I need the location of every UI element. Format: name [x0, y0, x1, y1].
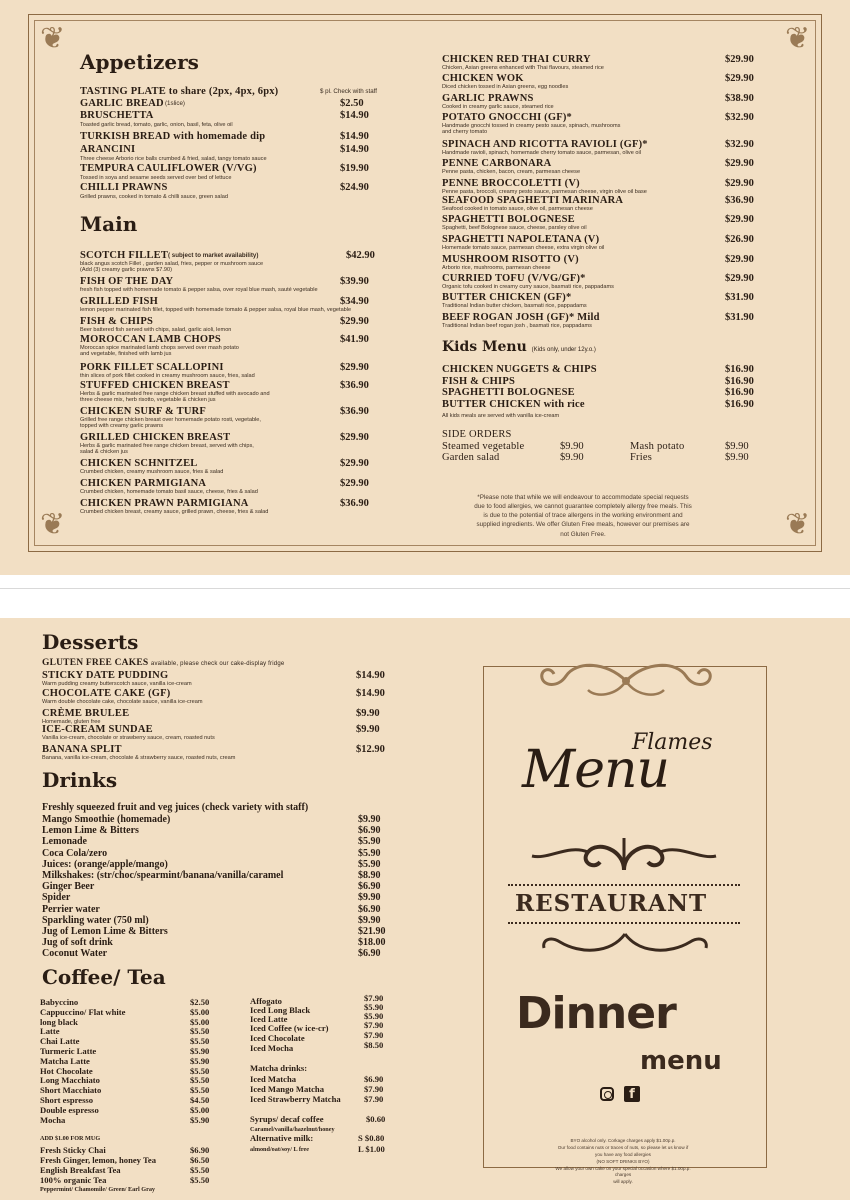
allergy-notice-line: *Please note that while we will endeavour to accommodate special requests [477, 494, 689, 501]
main-dish-price: $41.90 [340, 334, 369, 345]
matcha-name: Iced Mango Matcha [250, 1084, 324, 1094]
drink-price: $5.90 [358, 858, 381, 870]
tea-name: English Breakfast Tea [40, 1165, 121, 1175]
appetizer-description: Three cheese Arborio rice balls crumbed & fried, salad, tangy tomato sauce [80, 156, 267, 162]
coffee-name: Turmeric Latte [40, 1046, 97, 1056]
dish-name: CURRIED TOFU (V/VG/GF)* [442, 273, 586, 284]
drink-price: $6.90 [358, 948, 381, 960]
kids-menu-title: Kids Menu [442, 339, 527, 355]
main-dish-description: fresh fish topped with homemade tomato & pepper salsa, over royal blue mash, sauté vegetable [80, 287, 318, 293]
main-dish-price: $34.90 [340, 296, 369, 307]
dish-price: $29.90 [725, 178, 754, 189]
coffee-price: $5.50 [190, 1036, 210, 1047]
iced-drink-name: Iced Latte [250, 1014, 288, 1024]
drink-name: Perrier water [42, 903, 100, 915]
main-dish-description: Herbs & garlic marinated free range chicken breast stuffed with avocado and [80, 391, 270, 397]
drink-name: Ginger Beer [42, 881, 95, 893]
main-dish-description: topped with creamy garlic prawns [80, 423, 164, 429]
ornament-corner-icon: ❦ [785, 508, 811, 541]
allergy-notice-line: not Gluten Free. [560, 530, 606, 538]
drink-price: $18.00 [358, 937, 386, 949]
iced-drink-name: Iced Long Black [250, 1005, 311, 1015]
matcha-name: Iced Strawberry Matcha [250, 1094, 341, 1104]
coffee-name: Short Macchiato [40, 1085, 102, 1096]
appetizer-description: Tossed in soya and sesame seeds served over bed of lettuce [80, 175, 232, 181]
main-dish-name: GRILLED FISH [80, 296, 158, 307]
brand-flames: Flames [632, 730, 713, 755]
menu-page-food [0, 0, 850, 575]
coffee-name: Babyccino [40, 997, 79, 1007]
main-dish-name: PORK FILLET SCALLOPINI [80, 362, 224, 373]
lower-scroll-ornament-icon [540, 930, 710, 958]
fine-print-line: will apply. [613, 1179, 633, 1185]
coffee-name: Mocha [40, 1114, 66, 1125]
dessert-name: STICKY DATE PUDDING [42, 670, 169, 681]
tea-name: Fresh Ginger, lemon, honey Tea [40, 1155, 157, 1165]
dish-description: Traditional Indian beef rogan josh , basmati rice, pappadams [442, 323, 592, 329]
coffee-tea-heading: Coffee/ Tea [42, 965, 166, 989]
dish-name: SPAGHETTI BOLOGNESE [442, 214, 575, 225]
tea-price: $5.50 [190, 1165, 210, 1175]
dessert-price: $9.90 [356, 708, 380, 719]
appetizer-price: $2.50 [340, 98, 364, 109]
dish-name: CHICKEN WOK [442, 73, 524, 84]
drink-name: Spider [42, 892, 71, 904]
dotted-rule [508, 884, 740, 886]
side-item-name: Garden salad [442, 452, 500, 463]
appetizer-name: CHILLI PRAWNS [80, 182, 168, 193]
fine-print-line: Our food contains nuts or traces of nuts, so please let us know if [557, 1144, 689, 1150]
tea-price: $6.50 [190, 1155, 210, 1165]
kids-item-price: $16.90 [725, 364, 754, 375]
appetizer-price: $14.90 [340, 144, 369, 155]
allergy-notice-line: supplied ingredients. We offer Gluten Free meals, however our premises are [476, 521, 690, 529]
cover-fine-print [548, 1138, 698, 1186]
coffee-name: Short espresso [40, 1095, 94, 1105]
coffee-name: Chai Latte [40, 1036, 80, 1047]
drink-price: $9.90 [358, 814, 381, 825]
iced-drink-price: $5.90 [364, 1011, 384, 1021]
dinner-stamp: Dinner [516, 988, 676, 1039]
main-dish-price: $29.90 [340, 362, 369, 373]
dish-name: MUSHROOM RISOTTO (V) [442, 254, 579, 265]
desserts-heading: Desserts [42, 630, 139, 654]
dish-description: Organic tofu cooked in creamy curry sauce, basmati rice, pappadams [442, 284, 614, 290]
dessert-description: Vanilla ice-cream, chocolate or strawberry sauce, cream, roasted nuts [42, 735, 215, 741]
drink-name: Milkshakes: (str/choc/spearmint/banana/vanilla/caramel [42, 870, 284, 881]
coffee-name: Latte [40, 1026, 60, 1037]
dish-price: $29.90 [725, 214, 754, 225]
dish-price: $31.90 [725, 292, 754, 303]
main-dish-description: Grilled free range chicken breast over homemade potato rosti, vegetable, [80, 417, 261, 423]
gluten-free-cakes [42, 658, 284, 668]
side-item-price: $9.90 [560, 452, 584, 463]
tea-name: 100% organic Tea [40, 1175, 107, 1185]
iced-drink-name: Iced Mocha [250, 1043, 294, 1053]
dessert-description: Homemade, gluten free [42, 719, 101, 725]
syrups-price: $0.60 [366, 1114, 386, 1124]
coffee-price: $5.50 [190, 1075, 210, 1086]
coffee-price: $5.90 [190, 1114, 210, 1125]
main-dish-description: Herbs & garlic marinated free range chicken breast, served with chips, [80, 443, 254, 449]
main-dish-description: Moroccan spice marinated lamb chops served over mash potato [80, 345, 239, 351]
allergy-notice-line: due to food allergies, we cannot guarantee completely allergy free meals. This [474, 503, 692, 511]
main-dish-name: MOROCCAN LAMB CHOPS [80, 334, 221, 345]
drink-name: Coca Cola/zero [42, 847, 108, 859]
dish-description: Handmade gnocchi tossed in creamy pesto sauce, spinach, mushrooms [442, 123, 621, 129]
main-dish-description: and vegetable, finished with lamb jus [80, 351, 172, 357]
kids-menu-heading [442, 339, 596, 355]
appetizer-name: TURKISH BREAD with homemade dip [80, 131, 266, 142]
allergy-notice [448, 493, 718, 539]
dessert-price: $9.90 [356, 724, 380, 735]
dish-name: BUTTER CHICKEN (GF)* [442, 292, 572, 303]
coffee-name: Hot Chocolate [40, 1065, 93, 1076]
coffee-price: $5.00 [190, 1016, 210, 1027]
coffee-price: $5.50 [190, 1065, 210, 1076]
main-heading: Main [80, 212, 138, 236]
main-dish-price: $42.90 [346, 250, 375, 261]
main-dish-price: $36.90 [340, 498, 369, 509]
gluten-free-cakes-note: available, please check our cake-display fridge [150, 661, 285, 667]
side-item-price: $9.90 [725, 452, 749, 463]
appetizer-name: ARANCINI [80, 144, 136, 155]
coffee-price: $4.50 [190, 1095, 210, 1105]
dish-name: PENNE BROCCOLETTI (V) [442, 178, 580, 189]
side-item-name: Mash potato [630, 441, 685, 452]
kids-item-price: $16.90 [725, 375, 754, 387]
tea-price: $6.90 [190, 1145, 210, 1155]
dish-description: Cooked in creamy garlic sauce, steamed rice [442, 104, 554, 110]
dish-description: Spaghetti, beef Bolognese sauce, cheese, parsley olive oil [442, 225, 587, 231]
dish-description: and cherry tomato [442, 129, 488, 135]
appetizer-price: $14.90 [340, 110, 369, 121]
main-dish-name: GRILLED CHICKEN BREAST [80, 432, 231, 443]
dish-price: $31.90 [725, 312, 754, 323]
appetizer-description: Toasted garlic bread, tomato, garlic, onion, basil, feta, olive oil [80, 122, 233, 128]
alt-milk-price-small: S $0.80 [358, 1133, 385, 1143]
dessert-price: $14.90 [356, 688, 385, 699]
drink-price: $21.90 [358, 926, 386, 937]
main-dish-name: STUFFED CHICKEN BREAST [80, 380, 230, 391]
dish-description: Arborio rice, mushrooms, parmesan cheese [442, 265, 551, 271]
main-dish-price: $29.90 [340, 432, 369, 443]
coffee-price: $5.00 [190, 1104, 210, 1115]
main-dish-price: $39.90 [340, 276, 369, 287]
coffee-price: $5.90 [190, 1055, 210, 1066]
dish-name: GARLIC PRAWNS [442, 93, 534, 104]
alt-milk-name: Alternative milk: [250, 1133, 314, 1143]
main-dish-name: CHICKEN SURF & TURF [80, 406, 207, 417]
coffee-price: $5.00 [190, 1006, 210, 1017]
dessert-name: BANANA SPLIT [42, 744, 122, 755]
juices-intro: Freshly squeezed fruit and veg juices (check variety with staff) [42, 802, 309, 813]
main-dish-price: $36.90 [340, 380, 369, 391]
side-item-name: Steamed vegetable [442, 441, 525, 452]
kids-menu-footnote: All kids meals are served with vanilla ice-cream [442, 413, 560, 419]
main-dish-description: (Add (3) creamy garlic prawns $7.90) [80, 267, 173, 273]
appetizer-price: $24.90 [340, 182, 369, 193]
dish-name: SPINACH AND RICOTTA RAVIOLI (GF)* [442, 139, 648, 150]
fine-print-line: We allow your own cake on your special occasion where $1.00p.p. charges [555, 1165, 691, 1178]
drink-name: Mango Smoothie (homemade) [42, 814, 171, 825]
matcha-name: Iced Matcha [250, 1074, 297, 1084]
main-dish-description: thin slices of pork fillet cooked in creamy mushroom sauce, fries, salad [80, 373, 255, 379]
dish-price: $36.90 [725, 195, 754, 206]
coffee-name: Double espresso [40, 1104, 99, 1115]
appetizer-price: $19.90 [340, 163, 369, 174]
dish-name: SEAFOOD SPAGHETTI MARINARA [442, 195, 624, 206]
side-item-name: Fries [630, 452, 652, 463]
dish-description: Penne pasta, broccoli, creamy pesto sauce, parmesan cheese, virgin olive oil base [442, 189, 647, 195]
dish-description: Handmade ravioli, spinach, homemade cherry tomato sauce, parmesan, olive oil [442, 150, 641, 156]
iced-drink-price: $8.50 [364, 1040, 384, 1050]
dish-description: Homemade tomato sauce, parmesan cheese, extra virgin olive oil [442, 245, 605, 251]
dessert-price: $14.90 [356, 670, 385, 681]
side-orders-heading: SIDE ORDERS [442, 429, 512, 440]
drink-price: $8.90 [358, 870, 381, 881]
appetizer-note: (1slice) [165, 100, 185, 107]
dessert-name: CRÈME BRULEE [42, 708, 130, 719]
iced-drink-price: $7.90 [364, 1020, 384, 1030]
dessert-name: CHOCOLATE CAKE (GF) [42, 688, 171, 699]
dish-description: Chicken, Asian greens enhanced with Thai flavours, steamed rice [442, 65, 604, 71]
dish-price: $29.90 [725, 158, 754, 169]
dish-description: Traditional Indian butter chicken, basmati rice, pappadams [442, 303, 587, 309]
matcha-heading: Matcha drinks: [250, 1063, 308, 1073]
drink-price: $9.90 [358, 892, 381, 904]
drink-price: $5.90 [358, 836, 381, 848]
coffee-name: Long Macchiato [40, 1075, 100, 1086]
main-dish-description: lemon pepper marinated fish fillet, topped with homemade tomato & pepper salsa, royal blue mash, vegetable [80, 307, 352, 313]
syrups-name: Syrups/ decaf coffee [250, 1114, 324, 1124]
dish-description: Penne pasta, chicken, bacon, cream, parmesan cheese [442, 169, 581, 175]
gluten-free-cakes-title: GLUTEN FREE CAKES [42, 658, 149, 668]
dessert-price: $12.90 [356, 744, 385, 755]
fine-print-line: BYO alcohol only. Corkage charges apply $1.00p.p. [570, 1138, 676, 1143]
main-dish-note: ( subject to market availability) [168, 252, 259, 259]
main-dish-description: Crumbed chicken breast, creamy sauce, grilled prawn, cheese, fries & salad [80, 509, 269, 515]
drink-name: Jug of soft drink [42, 937, 113, 949]
appetizer-description: Grilled prawns, cooked in tomato & chilli sauce, green salad [80, 194, 228, 200]
main-dish-price: $29.90 [340, 458, 369, 469]
side-item-price: $9.90 [725, 441, 749, 452]
iced-drink-name: Iced Coffee (w ice-cr) [250, 1023, 329, 1033]
dish-description: Diced chicken tossed in Asian greens, egg noodles [442, 84, 569, 90]
main-dish-description: Crumbed chicken, homemade tomato basil sauce, cheese, fries & salad [80, 489, 258, 495]
main-dish-name: FISH OF THE DAY [80, 276, 174, 287]
main-dish-name: SCOTCH FILLET [80, 250, 169, 261]
dish-price: $26.90 [725, 234, 754, 245]
dish-name: BEEF ROGAN JOSH (GF)* Mild [442, 312, 600, 323]
main-dish-price: $36.90 [340, 406, 369, 417]
appetizer-name: TASTING PLATE to share (2px, 4px, 6px) [80, 86, 279, 97]
instagram-icon[interactable] [600, 1087, 614, 1101]
coffee-price: $5.50 [190, 1026, 210, 1037]
kids-menu-age-note: (Kids only, under 12y.o.) [531, 347, 596, 353]
dish-price: $29.90 [725, 273, 754, 284]
drink-name: Juices: (orange/apple/mango) [42, 858, 168, 870]
appetizer-price: $14.90 [340, 131, 369, 142]
dessert-name: ICE-CREAM SUNDAE [42, 724, 153, 735]
main-dish-description: Beer battered fish served with chips, salad, garlic aioli, lemon [80, 327, 232, 333]
matcha-price: $7.90 [364, 1094, 384, 1104]
dish-price: $29.90 [725, 73, 754, 84]
main-dish-description: Crumbed chicken, creamy mushroom sauce, fries & salad [80, 469, 224, 475]
facebook-icon[interactable]: f [624, 1086, 640, 1102]
dish-price: $32.90 [725, 112, 754, 123]
ornament-corner-icon: ❦ [785, 22, 811, 55]
appetizer-name: GARLIC BREAD [80, 98, 164, 109]
brand-menu-script: Menu [522, 740, 669, 800]
alt-milk-types: almond/oat/soy/ L free [250, 1146, 310, 1153]
main-dish-price: $29.90 [340, 316, 369, 327]
drink-price: $6.90 [358, 825, 381, 837]
kids-item-name: FISH & CHIPS [442, 375, 515, 387]
side-item-price: $9.90 [560, 441, 584, 452]
dish-description: Seafood cooked in tomato sauce, olive oil, parmesan cheese [442, 206, 593, 212]
coffee-price: $5.50 [190, 1085, 210, 1096]
menu-stamp: menu [640, 1046, 722, 1076]
dish-price: $38.90 [725, 93, 754, 104]
dish-name: SPAGHETTI NAPOLETANA (V) [442, 234, 600, 245]
drink-name: Coconut Water [42, 948, 108, 960]
iced-drink-name: Iced Chocolate [250, 1033, 305, 1043]
kids-item-price: $16.90 [725, 398, 754, 410]
dish-name: POTATO GNOCCHI (GF)* [442, 112, 572, 123]
dessert-description: Warm pudding creamy butterscotch sauce, vanilla ice-cream [42, 681, 192, 687]
fine-print-line: (NO SOFT DRINKS BYO) [596, 1158, 650, 1164]
top-scroll-ornament-icon [536, 656, 716, 706]
coffee-name: Matcha Latte [40, 1055, 90, 1066]
coffee-name: long black [40, 1016, 78, 1027]
dish-name: CHICKEN RED THAI CURRY [442, 54, 591, 65]
appetizer-name: BRUSCHETTA [80, 110, 154, 121]
kids-item-name: SPAGHETTI BOLOGNESE [442, 387, 575, 398]
coffee-price: $2.50 [190, 997, 210, 1007]
kids-item-name: BUTTER CHICKEN with rice [442, 398, 585, 410]
dish-price: $29.90 [725, 254, 754, 265]
main-dish-name: FISH & CHIPS [80, 316, 153, 327]
drinks-heading: Drinks [42, 768, 118, 792]
drink-name: Jug of Lemon Lime & Bitters [42, 926, 168, 937]
page-divider [0, 588, 850, 589]
restaurant-title: RESTAURANT [515, 890, 708, 917]
iced-drink-price: $7.90 [364, 993, 384, 1003]
dish-price: $32.90 [725, 139, 754, 150]
main-dish-price: $29.90 [340, 478, 369, 489]
drink-name: Sparkling water (750 ml) [42, 914, 149, 926]
drink-price: $9.90 [358, 914, 381, 926]
appetizers-heading: Appetizers [80, 50, 199, 74]
tea-name: Fresh Sticky Chai [40, 1145, 106, 1155]
kids-item-name: CHICKEN NUGGETS & CHIPS [442, 364, 597, 375]
ornament-corner-icon: ❦ [40, 508, 66, 541]
alt-milk-price-large: L $1.00 [358, 1144, 385, 1154]
mid-scroll-ornament-icon [528, 830, 720, 880]
kids-item-price: $16.90 [725, 387, 754, 398]
syrup-flavours: Caramel/vanilla/hazelnut/honey [250, 1126, 335, 1133]
ornament-corner-icon: ❦ [40, 22, 66, 55]
dessert-description: Warm double chocolate cake, chocolate sauce, vanilla ice-cream [42, 699, 203, 705]
coffee-price: $5.90 [190, 1046, 210, 1056]
dish-price: $29.90 [725, 54, 754, 65]
dish-name: PENNE CARBONARA [442, 158, 552, 169]
tea-price: $5.50 [190, 1175, 210, 1185]
matcha-price: $7.90 [364, 1084, 384, 1094]
main-dish-description: salad & chicken jus [80, 449, 128, 455]
allergy-notice-line: is due to the potential of trace allergens in the working environment and [483, 512, 683, 520]
menu-page-drinks [0, 618, 850, 1200]
main-dish-name: CHICKEN PRAWN PARMIGIANA [80, 498, 249, 509]
mug-note: ADD $1.00 FOR MUG [40, 1135, 101, 1142]
iced-drink-price: $5.90 [364, 1002, 384, 1012]
drink-price: $6.90 [358, 903, 381, 915]
main-dish-name: CHICKEN SCHNITZEL [80, 458, 198, 469]
main-dish-description: three cheese mix, herb risotto, vegetable & chicken jus [80, 397, 216, 403]
dotted-rule [508, 922, 740, 924]
main-dish-description: black angus scotch Fillet , garden salad, fries, pepper or mushroom sauce [80, 261, 264, 267]
drink-name: Lemonade [42, 836, 87, 848]
iced-drink-price: $7.90 [364, 1030, 384, 1040]
matcha-price: $6.90 [364, 1074, 384, 1084]
main-dish-name: CHICKEN PARMIGIANA [80, 478, 207, 489]
fine-print-line: you have any food allergies [595, 1151, 651, 1157]
coffee-name: Cappuccino/ Flat white [40, 1006, 126, 1017]
appetizer-note: $ pl. Check with staff [320, 88, 377, 95]
tea-varieties: Peppermint/ Chamomile/ Green/ Earl Gray [40, 1186, 156, 1193]
dessert-description: Banana, vanilla ice-cream, chocolate & strawberry sauce, roasted nuts, cream [42, 755, 236, 761]
drink-price: $6.90 [358, 881, 381, 893]
drink-name: Lemon Lime & Bitters [42, 825, 139, 837]
appetizer-name: TEMPURA CAULIFLOWER (V/VG) [80, 163, 257, 174]
drink-price: $5.90 [358, 847, 381, 859]
iced-drink-name: Affogato [250, 996, 282, 1006]
